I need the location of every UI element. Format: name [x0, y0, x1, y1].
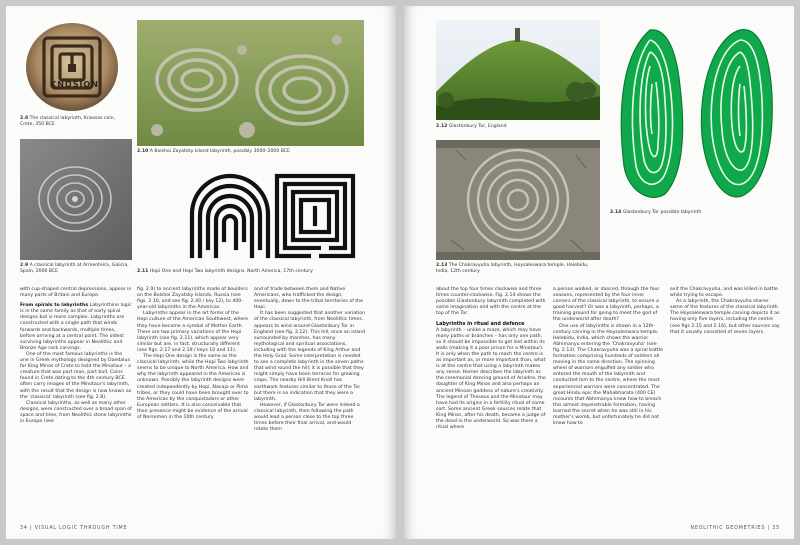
glastonbury-labyrinth-diagram [610, 26, 780, 206]
paragraph: A labyrinth – unlike a maze, which may have many paths or branches – has only one path, so it should be impossible to get lost within its walls (making it a poor prison for a Minotaur). It is only when the path to reach the centre is as important as, or more important than, what is at the centre that using a labyrinth makes any sense. Homer describes the labyrinth as the ceremonial dancing ground of Ariadne, the daughter of King Minos and also perhaps an ancient Minoan goddess of nature's creativity. The legend of Theseus and the Minotaur may have had its origins in a fertility ritual of some sort. Some ancient Greek sources relate that King Minos, after his death, became a judge of the dead in the underworld. So was there a ritual where [436, 327, 546, 431]
paragraph: One use of labyrinths is shown in a 12th-century carving in the Hoysaleswara temple, Halebidu, India, which shows the warrior Abhimanyu entering the 'Chakravyuha' (see fig. 2.13). The Chakravyuha was a spiral battle formation comprising hundreds of soldiers all moving in the same direction. The spinning wheel of warriors engulfed any soldier who entered the mouth of the labyrinth and conducted him to the centre, where the most experienced warriors were concentrated. The great Hindu epic the Mahabharata (400 CE) recounts that Abhimanyu knew how to breach this almost impenetrable formation, having learned the secret when he was still in his mother's womb, but unfortunately he did not know how to [553, 323, 663, 427]
hopi-labyrinths-drawing [137, 164, 364, 266]
caption-2-12: 2.12 Glastonbury Tor, England [436, 124, 507, 129]
left-text-column-3 [254, 287, 366, 433]
caption-2-9: 2.9 A classical labyrinth at Armenteira, Galicia, Spain, 2000 BCE [20, 263, 129, 274]
paragraph: Labyrinths appear in the art forms of the Hopi culture of the American Southwest, where they have become a symbol of Mother Earth. There are two primary variations of the Hopi labyrinth (see fig. 2.11), which appear very similar but are, in fact, structurally different (see figs. 2.17 and 2.19 / keys 10 and 11). [137, 311, 249, 353]
knossos-coin-image [20, 20, 124, 114]
paragraph: It has been suggested that another variation of the classical labyrinth, from Neolithic times, appears to wind around Glastonbury Tor in England (see fig. 2.12). This hill, once an island surrounded by marshes, has many mythological and spiritual associations, including with the legends of King Arthur and the Holy Grail. Some interpretation is needed to see a complete labyrinth in the seven paths that wind round the hill; it is possible that they might simply have been terraces for growing crops. The nearby Hill Brent Knoll has earthwork features similar to those of the Tor but there is no indication that they were a labyrinth. [254, 311, 366, 402]
chakravyuha-carving-photo [436, 140, 600, 260]
section-heading-ritual: Labyrinths in ritual and defence [436, 321, 525, 328]
paragraph: As a labyrinth, the Chakravyuha shares some of the features of the classical labyrinth. The Hoysaleswara temple carving depicts it as having only five layers, including the centre (see figs 2.15 and 2.16), but other sources say that it usually consisted of seven layers. [670, 299, 780, 335]
section-heading-spirals: From spirals to labyrinths [20, 303, 89, 309]
right-text-column-1 [436, 287, 546, 431]
paragraph: and of trade between them and Native Americans, who trafficked the design, eventually, down to the tribal territories of the Hopi. [254, 287, 364, 311]
paragraph: Classical labyrinths, as well as many other designs, were constructed over a broad span of space and time, from Neolithic stone labyrinths in Europe (see [20, 400, 132, 424]
paragraph: Labyrinthine logic is in the same family as that of early spiral designs but is more complex. Labyrinths are constructed with a single path that winds forwards and backwards, multiple times, before arriving at a central point. The oldest surviving labyrinths appear in Neolithic and Bronze Age rock carvings. [20, 303, 132, 351]
zayatsky-island-photo [137, 20, 364, 146]
left-text-column-2 [137, 287, 249, 421]
left-page-footer: 34 | VISUAL LOGIC THROUGH TIME [20, 526, 128, 531]
paragraph: fig. 2.9) to ancient labyrinths made of boulders on the Bolshoi Zayatsky Islands, Russia (see figs. 2.10, and see fig. 2.40 / key 12), to 400-year-old labyrinths in the Americas. [137, 287, 248, 311]
left-text-column-1 [20, 287, 132, 425]
armenteira-rock-photo [20, 139, 132, 260]
paragraph: with cup-shaped central depressions, appear in many parts of Britain and Europe. [20, 287, 132, 299]
caption-2-13: 2.13 The Chakravyuha labyrinth, Hoysaleswara temple, Halebidu, India, 12th century [436, 263, 589, 274]
paragraph: The Hopi One design is the same as the classical labyrinth, while the Hopi Two labyrinth seems to be unique to North America. How and why the labyrinth appeared in the Americas is unknown. Possibly the labyrinth designs were created independently by Hopi, Navajo or Pima tribes, or they could have been brought over to the Americas by the conquistadors or other European settlers. It is also conceivable that their presence might be evidence of the arrival of Norsemen in the 10th century [137, 354, 249, 420]
caption-2-14: 2.14 Glastonbury Tor possible labyrinth [610, 210, 702, 215]
glastonbury-tor-photo [436, 20, 600, 120]
caption-2-11: 2.11 Hopi One and Hopi Two labyrinth designs, North America, 17th century [137, 269, 313, 274]
paragraph: about the top four times clockwise and three times counter-clockwise. Fig. 2.14 shows the possible Glastonbury labyrinth completed with some imagination and with the centre at the top of the Tor. [436, 287, 546, 317]
paragraph: exit the Chakravyuha, and was killed in battle while trying to escape. [670, 287, 778, 299]
caption-2-8: 2.8 The classical labyrinth, Knossos coin, Crete, 350 BCE [20, 116, 115, 127]
right-page-footer: NEOLITHIC GEOMETRIES | 35 [690, 526, 780, 531]
right-page [404, 6, 794, 539]
right-text-column-3 [670, 287, 780, 336]
paragraph: a person walked, or danced, through the four seasons, represented by the four inner corners of the classical labyrinth, to ensure a good harvest? Or was a labyrinth, perhaps, a training ground for going to meet the god of the underworld after death? [553, 287, 660, 323]
right-text-column-2 [553, 287, 663, 427]
left-page [6, 6, 396, 539]
paragraph: One of the most famous labyrinths is the one in Greek mythology designed by Daedalus for King Minos of Crete to hold the Minotaur – a creature that was part man, part bull. Coins found in Crete dating to the 4th century BCE often carry images of the Minotaur's labyrinth, with the result that the design is now known as the 'classical' labyrinth (see fig. 2.8). [20, 351, 132, 400]
coin-inscription: KNOSION [50, 80, 99, 89]
paragraph: However, if Glastonbury Tor were indeed a classical labyrinth, then following the path would lead a person close to the top three times before their final arrival, and would rotate them [254, 402, 360, 433]
caption-2-10: 2.10 A Bolshoi Zayatsky Island labyrinth, possibly 3000–2000 BCE [137, 149, 290, 154]
